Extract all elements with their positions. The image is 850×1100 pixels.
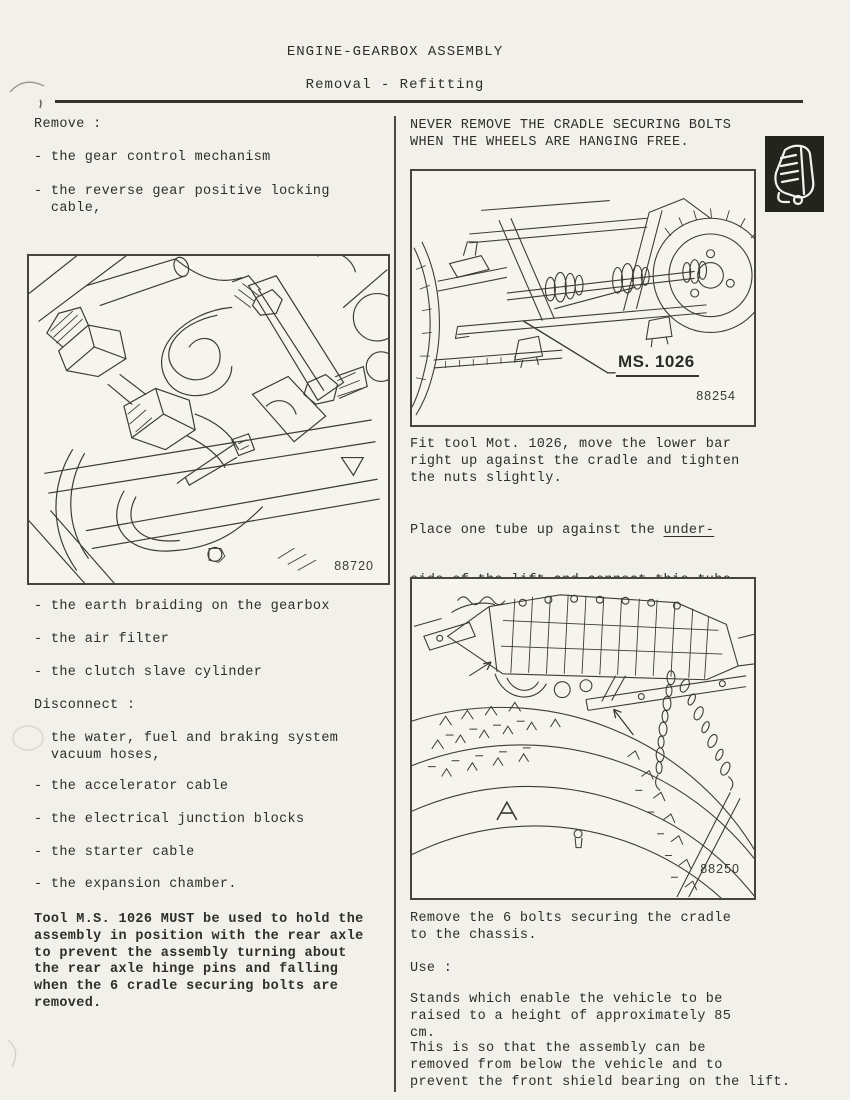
paragraph-text: Place one tube up against the [410, 522, 664, 538]
list-item-water-hoses: the water, fuel and braking system vacuum hoses, [34, 731, 339, 763]
tool-warning-paragraph: Tool M.S. 1026 MUST be used to hold the assembly in position with the rear axle to prevent the assembly turning about the rear axle hinge pins and falling when the 6 cradle securing bolts are removed. [34, 912, 364, 1011]
fit-tool-paragraph: Fit tool Mot. 1026, move the lower bar right up against the cradle and tighten the nuts slightly. [410, 437, 740, 486]
list-item-clutch-cylinder: - the clutch slave cylinder [34, 665, 263, 680]
figure-number: 88720 [334, 559, 374, 573]
list-item-junction-blocks: - the electrical junction blocks [34, 812, 305, 827]
list-item-gear-control: - the gear control mechanism [34, 150, 271, 165]
page-subtitle: Removal - Refitting [305, 77, 485, 93]
remove-bolts-paragraph: Remove the 6 bolts securing the cradle to the chassis. [410, 911, 732, 943]
tool-callout-label: MS. 1026 [616, 352, 699, 377]
remove-heading: Remove : [34, 117, 102, 132]
disconnect-heading: Disconnect : [34, 698, 136, 713]
list-item-starter-cable: - the starter cable [34, 845, 195, 860]
figure-88720 [27, 254, 390, 585]
list-item-earth-braiding: - the earth braiding on the gearbox [34, 599, 330, 614]
gearbox-icon [765, 136, 824, 212]
list-item-accelerator: - the accelerator cable [34, 779, 229, 794]
header-rule [55, 100, 803, 103]
list-item-reverse-cable: - the reverse gear positive locking cable, [34, 184, 330, 216]
engine-pipework-drawing [29, 256, 388, 583]
column-divider [394, 116, 396, 1092]
rear-axle-tool-drawing [412, 171, 754, 425]
underlined-text: under- [663, 522, 715, 538]
cradle-warning: NEVER REMOVE THE CRADLE SECURING BOLTS WHEN THE WHEELS ARE HANGING FREE. [410, 118, 732, 150]
use-heading: Use : [410, 961, 453, 976]
figure-88250 [410, 577, 756, 900]
section-icon-box [765, 136, 824, 212]
figure-number: 88250 [700, 862, 740, 876]
list-item-expansion-chamber: - the expansion chamber. [34, 877, 237, 892]
list-item-air-filter: - the air filter [34, 632, 170, 647]
figure-number: 88254 [696, 389, 736, 403]
shield-paragraph: This is so that the assembly can be removed from below the vehicle and to prevent the front shield bearing on the lift. [410, 1041, 791, 1090]
page-title: ENGINE-GEARBOX ASSEMBLY [286, 44, 504, 60]
gearbox-tire-chain-drawing [412, 579, 754, 898]
figure-88254 [410, 169, 756, 427]
stands-paragraph: Stands which enable the vehicle to be raised to a height of approximately 85 cm. [410, 992, 732, 1041]
